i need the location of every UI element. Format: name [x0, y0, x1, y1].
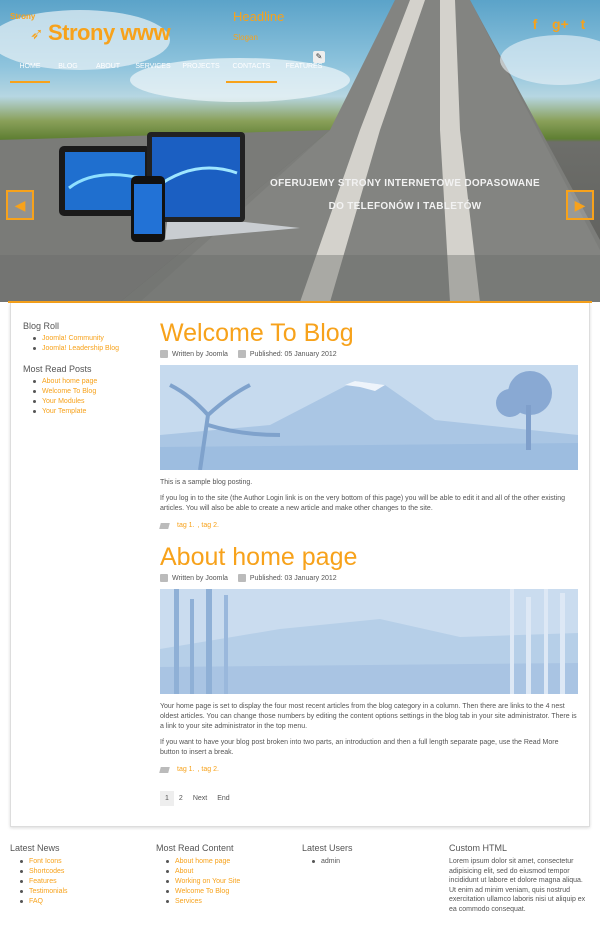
nav-about[interactable]: ABOUT	[95, 63, 121, 70]
logo-bird-icon: ➶	[30, 26, 44, 43]
article-about	[160, 543, 578, 773]
blog-roll-title: Blog Roll	[23, 321, 60, 331]
article-paragraph: This is a sample blog posting.	[160, 479, 253, 486]
nav-projects[interactable]: PROJECTS	[182, 63, 220, 70]
latest-users-title: Latest Users	[302, 843, 353, 853]
headline: Headline	[233, 9, 285, 24]
edit-pin-icon[interactable]: ✎	[313, 51, 325, 63]
hero-banner	[0, 0, 600, 302]
tag-link[interactable]: , tag 2.	[197, 522, 219, 529]
footer-latest-users	[302, 843, 442, 867]
slogan: Slogan	[233, 33, 258, 42]
most-read-item[interactable]: About home page	[33, 377, 143, 387]
article-image	[160, 365, 578, 470]
slider-next-button[interactable]: ▶	[566, 190, 594, 220]
nav-blog[interactable]: BLOG	[58, 63, 78, 70]
article-image	[160, 589, 578, 694]
google-plus-icon[interactable]: g+	[552, 16, 569, 32]
tag-icon	[159, 523, 170, 529]
latest-news-item[interactable]: Testimonials	[20, 887, 150, 897]
end-page-button[interactable]: End	[217, 795, 230, 802]
nav-features[interactable]: FEATURES	[285, 63, 323, 70]
tag-link[interactable]: , tag 2.	[197, 766, 219, 773]
article-paragraph: If you want to have your blog post broken into two parts, an introduction and then a full length separate page, use the Read More button to insert a break.	[160, 739, 559, 756]
author-icon	[160, 574, 168, 582]
blog-roll-item[interactable]: Joomla! Leadership Blog	[33, 344, 143, 354]
slide-caption-line2: DO TELEFONÓW I TABLETÓW	[328, 201, 482, 212]
footer-most-read	[156, 843, 296, 907]
nav-home[interactable]: HOME	[10, 55, 50, 81]
custom-html-text: Lorem ipsum dolor sit amet, consectetur adipisicing elit, sed do eiusmod tempor incididunt ut labore et dolore magna aliqua. Ut enim ad minim veniam, quis nostrud exercitation ullamco laboris nisi ut aliquip ex ea commodo consequat.	[449, 858, 586, 913]
most-read-item[interactable]: Your Template	[33, 407, 143, 417]
tag-link[interactable]: tag 1.	[177, 766, 195, 773]
calendar-icon	[238, 350, 246, 358]
article-meta	[160, 573, 578, 583]
blog-roll-item[interactable]: Joomla! Community	[33, 334, 143, 344]
page-1[interactable]: 1	[160, 791, 174, 806]
tumblr-icon[interactable]: t	[580, 16, 586, 32]
footer	[0, 838, 600, 933]
main-content	[10, 303, 590, 827]
article-date: Published: 05 January 2012	[249, 350, 337, 358]
most-read-content-item[interactable]: About home page	[166, 857, 296, 867]
page-2[interactable]: 2	[178, 795, 183, 802]
custom-html-title: Custom HTML	[449, 843, 508, 853]
article-paragraph: Your home page is set to display the four most recent articles from the blog category in a column. Then there are links to the 4 nest oldest articles. You can change those numbers by editing the content options settings in the blog tab in your site administrator. There is a link to your site administrator in the top menu.	[160, 703, 577, 730]
nav-services[interactable]: SERVICES	[135, 63, 171, 70]
blog-roll-list	[33, 334, 143, 354]
site-logo[interactable]	[10, 12, 190, 46]
most-read-title: Most Read Posts	[23, 364, 92, 374]
nav-contacts[interactable]: CONTACTS	[226, 55, 277, 81]
latest-news-item[interactable]: Font Icons	[20, 857, 150, 867]
article-tags	[160, 522, 578, 529]
facebook-icon[interactable]: f	[532, 16, 538, 32]
slider-prev-button[interactable]: ◀	[6, 190, 34, 220]
article-title[interactable]: Welcome To Blog	[160, 319, 354, 347]
latest-news-item[interactable]: Features	[20, 877, 150, 887]
article-date: Published: 03 January 2012	[249, 574, 337, 582]
most-read-content-item[interactable]: About	[166, 867, 296, 877]
most-read-item[interactable]: Welcome To Blog	[33, 387, 143, 397]
social-links	[528, 16, 590, 32]
most-read-content-item[interactable]: Working on Your Site	[166, 877, 296, 887]
logo-small-text: Strony	[10, 12, 36, 21]
article-tags	[160, 766, 578, 773]
tag-link[interactable]: tag 1.	[177, 522, 195, 529]
latest-news-title: Latest News	[10, 843, 60, 853]
next-page-button[interactable]: Next	[192, 795, 208, 802]
most-read-item[interactable]: Your Modules	[33, 397, 143, 407]
tag-icon	[159, 767, 170, 773]
calendar-icon	[238, 574, 246, 582]
footer-latest-news	[10, 843, 150, 907]
devices-illustration	[55, 128, 305, 246]
article-paragraph: If you log in to the site (the Author Login link is on the very bottom of this page) you will be able to edit it and all of the other existing articles. You will also be able to create a new article and make other changes to the site.	[160, 495, 566, 512]
article-meta	[160, 349, 578, 359]
most-read-content-item[interactable]: Services	[166, 897, 296, 907]
most-read-content-title: Most Read Content	[156, 843, 234, 853]
most-read-content-item[interactable]: Welcome To Blog	[166, 887, 296, 897]
footer-custom-html	[449, 843, 589, 915]
latest-news-item[interactable]: FAQ	[20, 897, 150, 907]
slide-caption	[270, 172, 540, 218]
most-read-list	[33, 377, 143, 417]
article-welcome	[160, 319, 578, 529]
latest-news-item[interactable]: Shortcodes	[20, 867, 150, 877]
article-title[interactable]: About home page	[160, 543, 358, 571]
latest-user-item: admin	[312, 857, 442, 867]
author-icon	[160, 350, 168, 358]
article-author: Written by Joomla	[172, 350, 228, 358]
sidebar	[23, 321, 143, 427]
article-author: Written by Joomla	[172, 574, 228, 582]
pagination	[160, 791, 235, 806]
slide-caption-line1: OFERUJEMY STRONY INTERNETOWE DOPASOWANE	[270, 178, 540, 189]
logo-text: Strony www	[48, 20, 171, 45]
